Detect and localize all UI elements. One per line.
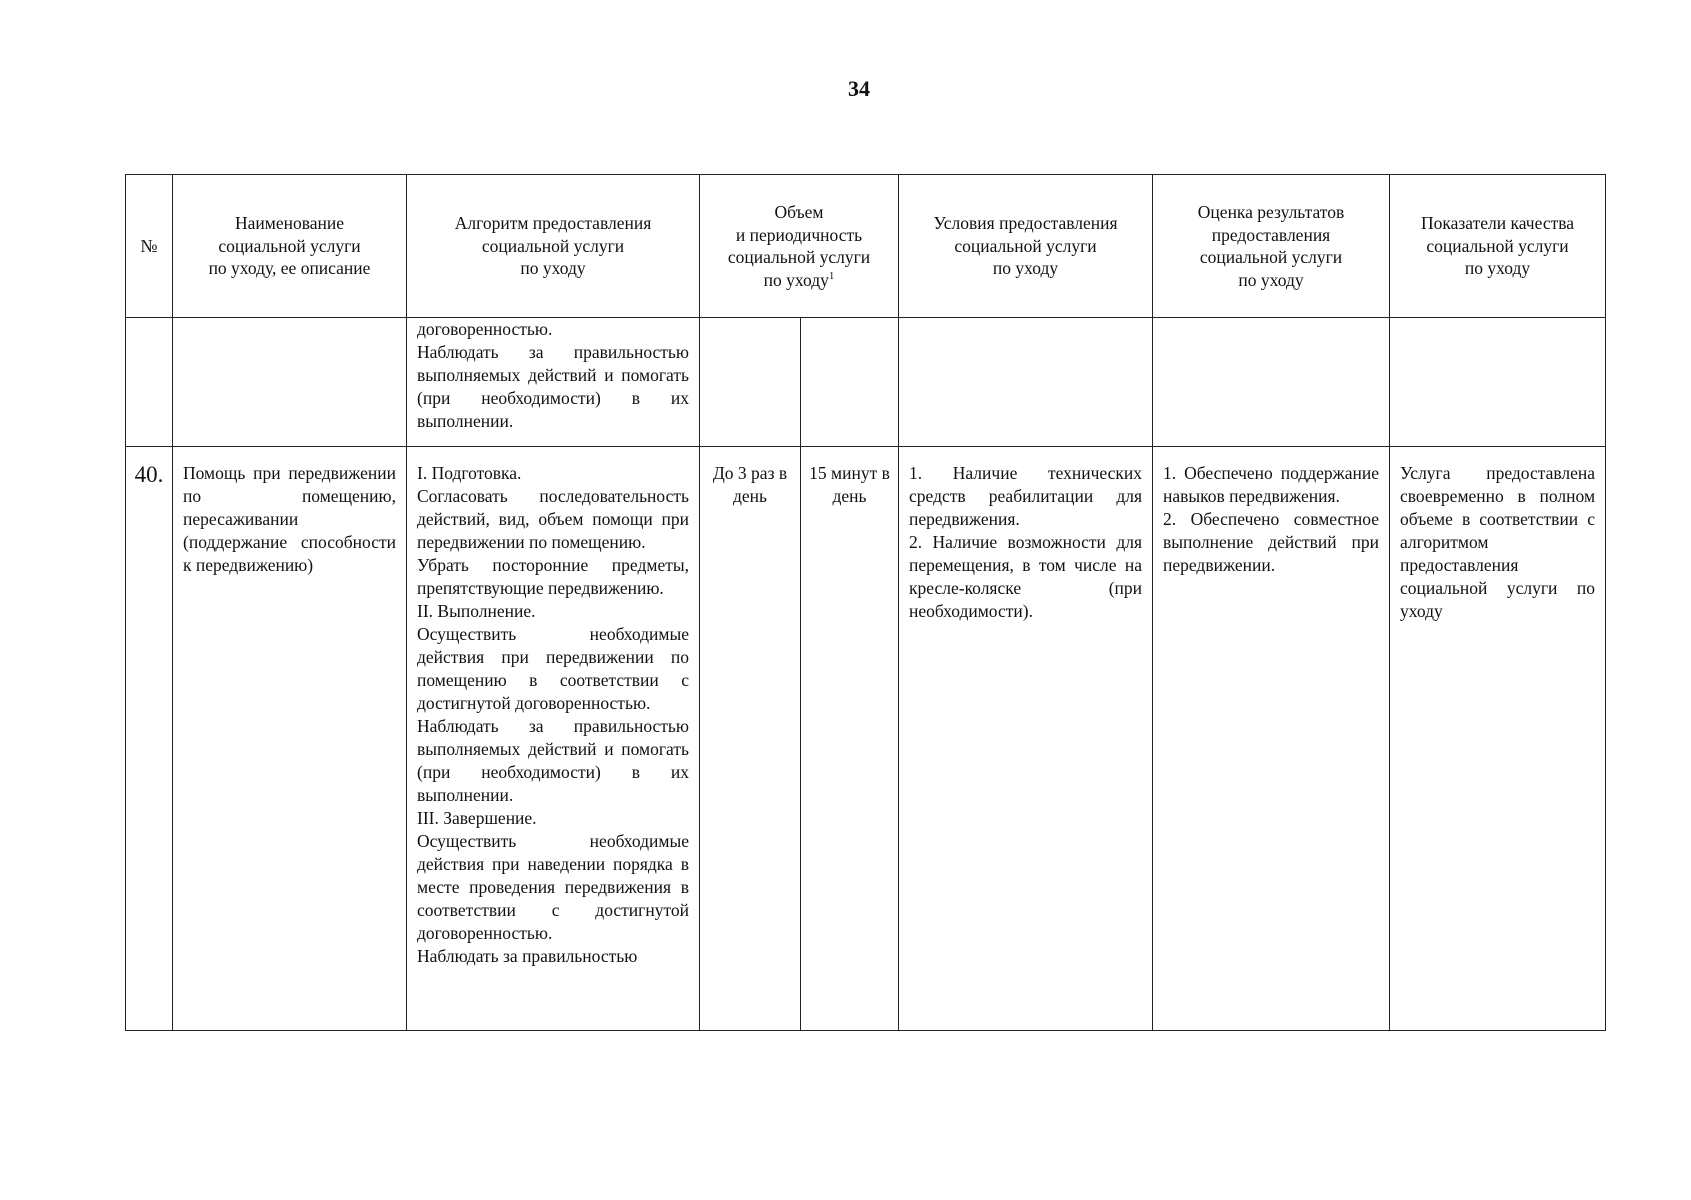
cell-duration	[801, 318, 899, 447]
services-table	[125, 174, 1606, 1031]
cell-number	[126, 318, 173, 447]
continuation-row	[126, 318, 1606, 447]
cell-algorithm: договоренностью. Наблюдать за правильностью выполняемых действий и помогать (при необходимости) в их выполнении.	[407, 318, 700, 447]
page-number: 34	[848, 76, 870, 101]
service-conditions: 1. Наличие технических средств реабилитации для передвижения. 2. Наличие возможности для перемещения, в том числе на кресле-коляске (при необходимости).	[899, 447, 1153, 1031]
service-duration: 15 минут в день	[801, 447, 899, 1031]
header-conditions: Условия предоставления социальной услуги по уходу	[899, 175, 1153, 318]
cell-frequency	[700, 318, 801, 447]
header-evaluation: Оценка результатов предоставления социальной услуги по уходу	[1153, 175, 1390, 318]
header-volume: Объем и периодичность социальной услуги по уходу$^1$	[700, 175, 899, 318]
row-number: 40.	[126, 447, 173, 1031]
service-quality: Услуга предоставлена своевременно в полном объеме в соответствии с алгоритмом предоставления социальной услуги по уходу	[1390, 447, 1606, 1031]
table-row	[126, 447, 1606, 1031]
header-name: Наименование социальной услуги по уходу, ее описание	[173, 175, 407, 318]
service-name: Помощь при передвижении по помещению, пересаживании (поддержание способности к передвижению)	[173, 447, 407, 1031]
cell-quality	[1390, 318, 1606, 447]
cell-evaluation	[1153, 318, 1390, 447]
service-frequency: До 3 раз в день	[700, 447, 801, 1031]
footnote-mark: 1	[828, 269, 835, 282]
service-evaluation: 1. Обеспечено поддержание навыков передвижения. 2. Обеспечено совместное выполнение действий при передвижении.	[1153, 447, 1390, 1031]
service-algorithm: I. Подготовка. Согласовать последовательность действий, вид, объем помощи при передвижении по помещению. Убрать посторонние предметы, препятствующие передвижению. II. Выполнение. Осуществить необходимые действия при передвижении по помещению в соответствии с достигнутой договоренностью. Наблюдать за правильностью выполняемых действий и помогать (при необходимости) в их выполнении. III. Завершение. Осуществить необходимые действия при наведении порядка в месте проведения передвижения в соответствии с достигнутой договоренностью. Наблюдать за правильностью	[407, 447, 700, 1031]
header-algorithm: Алгоритм предоставления социальной услуги по уходу	[407, 175, 700, 318]
header-row	[126, 175, 1606, 318]
header-quality: Показатели качества социальной услуги по уходу	[1390, 175, 1606, 318]
cell-name	[173, 318, 407, 447]
header-number: №	[126, 175, 173, 318]
cell-conditions	[899, 318, 1153, 447]
